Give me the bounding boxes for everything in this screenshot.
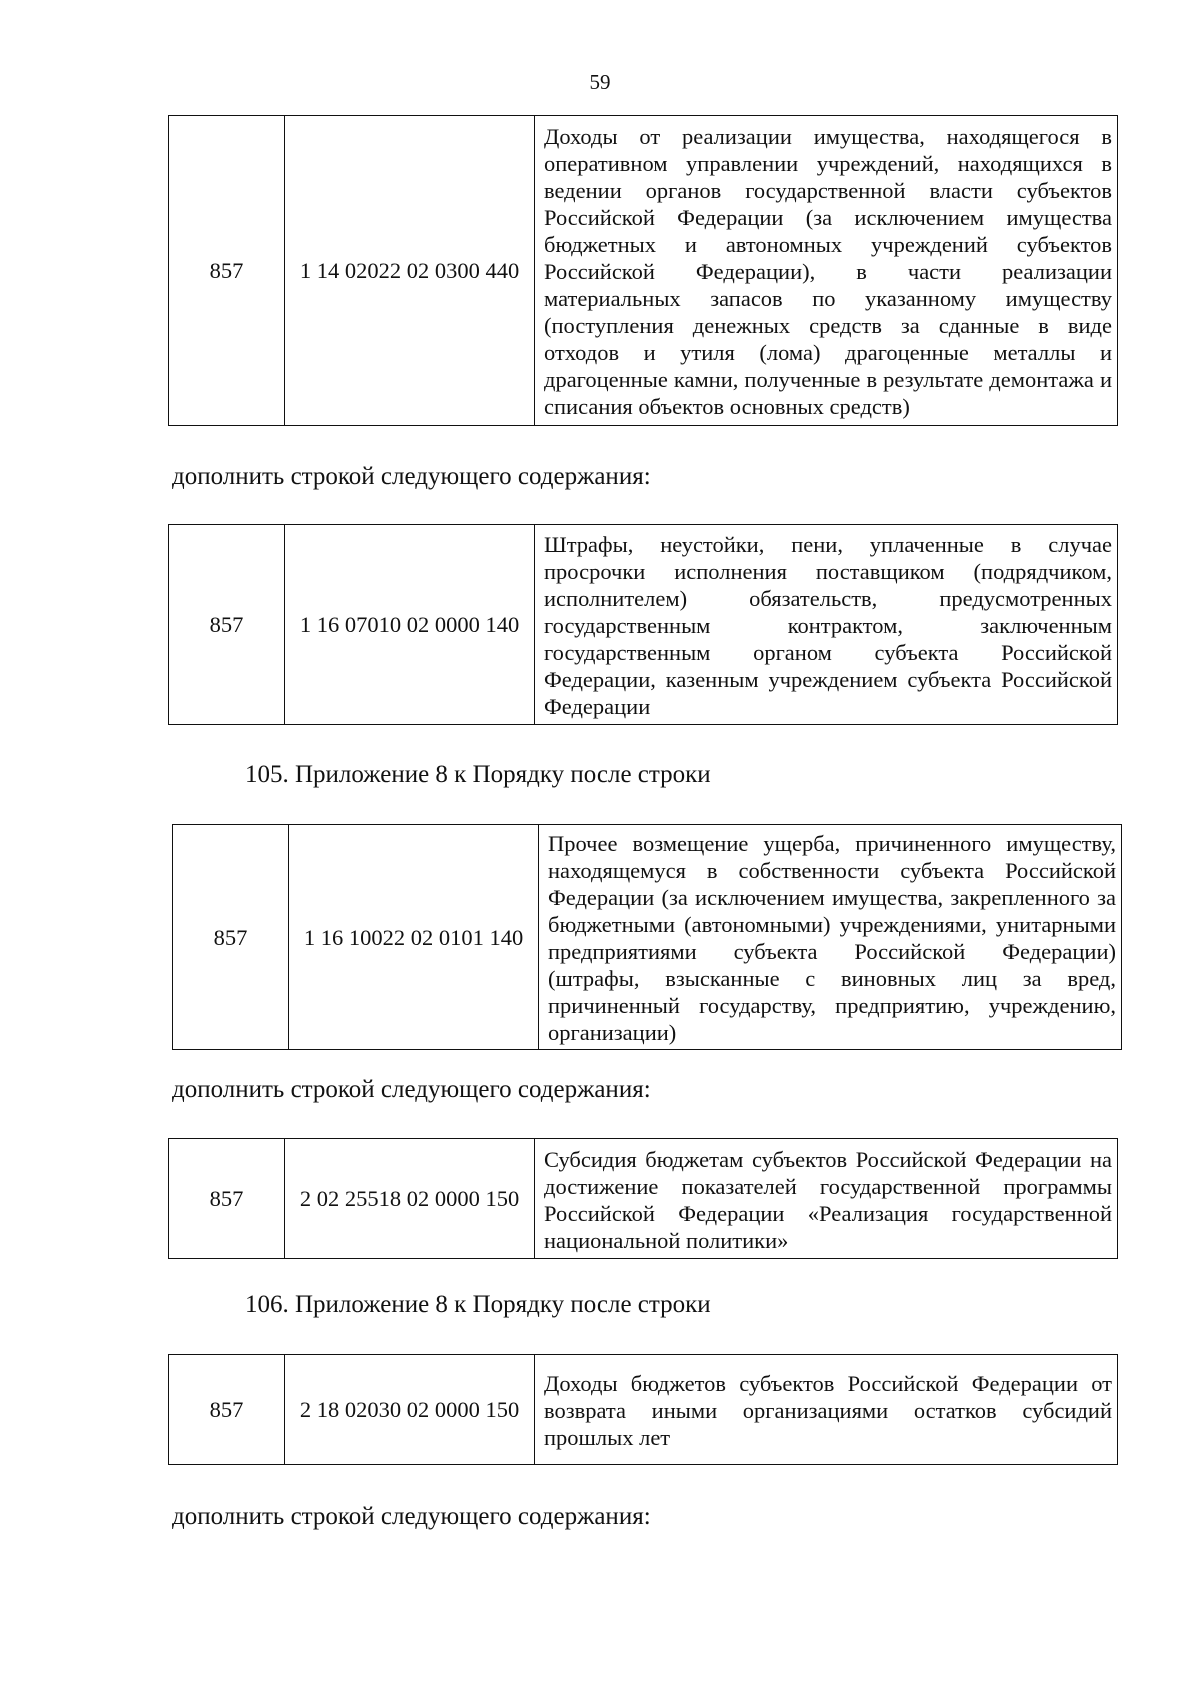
budget-code-table	[168, 115, 1118, 426]
description-cell: Доходы от реализации имущества, находящегося в оперативном управлении учреждений, находящихся в ведении органов государственной власти субъектов Российской Федерации (за исключением имущества бюджетных и автономных учреждений субъектов Российской Федерации), в части реализации материальных запасов по указанному имуществу (поступления денежных средств за сданные в виде отходов и утиля (лома) драгоценные металлы и драгоценные камни, полученные в результате демонтажа и списания объектов основных средств)	[535, 116, 1118, 426]
description-cell: Доходы бюджетов субъектов Российской Федерации от возврата иными организациями остатков субсидий прошлых лет	[535, 1355, 1118, 1465]
admin-code-cell: 857	[169, 525, 285, 725]
budget-code-table	[168, 1138, 1118, 1259]
kbk-code-cell: 1 14 02022 02 0300 440	[285, 116, 535, 426]
description-cell: Прочее возмещение ущерба, причиненного имуществу, находящемуся в собственности субъекта Российской Федерации (за исключением имущества, закрепленного за бюджетными (автономными) учреждениями, унитарными предприятиями субъекта Российской Федерации) (штрафы, взысканные с виновных лиц за вред, причиненный государству, предприятию, учреждению, организации)	[539, 825, 1122, 1050]
supplement-instruction: дополнить строкой следующего содержания:	[172, 463, 651, 490]
supplement-instruction: дополнить строкой следующего содержания:	[172, 1503, 651, 1530]
admin-code-cell: 857	[169, 1355, 285, 1465]
description-cell: Субсидия бюджетам субъектов Российской Федерации на достижение показателей государственной программы Российской Федерации «Реализация государственной национальной политики»	[535, 1139, 1118, 1259]
table-row	[169, 1355, 1118, 1465]
kbk-code-cell: 1 16 07010 02 0000 140	[285, 525, 535, 725]
kbk-code-cell: 2 18 02030 02 0000 150	[285, 1355, 535, 1465]
description-cell: Штрафы, неустойки, пени, уплаченные в случае просрочки исполнения поставщиком (подрядчиком, исполнителем) обязательств, предусмотренных государственным контрактом, заключенным государственным органом субъекта Российской Федерации, казенным учреждением субъекта Российской Федерации	[535, 525, 1118, 725]
section-105-heading: 105. Приложение 8 к Порядку после строки	[245, 761, 711, 788]
table-row	[173, 825, 1122, 1050]
budget-code-table	[168, 1354, 1118, 1465]
section-106-heading: 106. Приложение 8 к Порядку после строки	[245, 1291, 711, 1318]
admin-code-cell: 857	[169, 1139, 285, 1259]
table-row	[169, 116, 1118, 426]
supplement-instruction: дополнить строкой следующего содержания:	[172, 1076, 651, 1103]
budget-code-table	[172, 824, 1122, 1050]
admin-code-cell: 857	[173, 825, 289, 1050]
admin-code-cell: 857	[169, 116, 285, 426]
kbk-code-cell: 2 02 25518 02 0000 150	[285, 1139, 535, 1259]
table-row	[169, 1139, 1118, 1259]
page-number: 59	[589, 70, 611, 94]
kbk-code-cell: 1 16 10022 02 0101 140	[289, 825, 539, 1050]
table-row	[169, 525, 1118, 725]
budget-code-table	[168, 524, 1118, 725]
